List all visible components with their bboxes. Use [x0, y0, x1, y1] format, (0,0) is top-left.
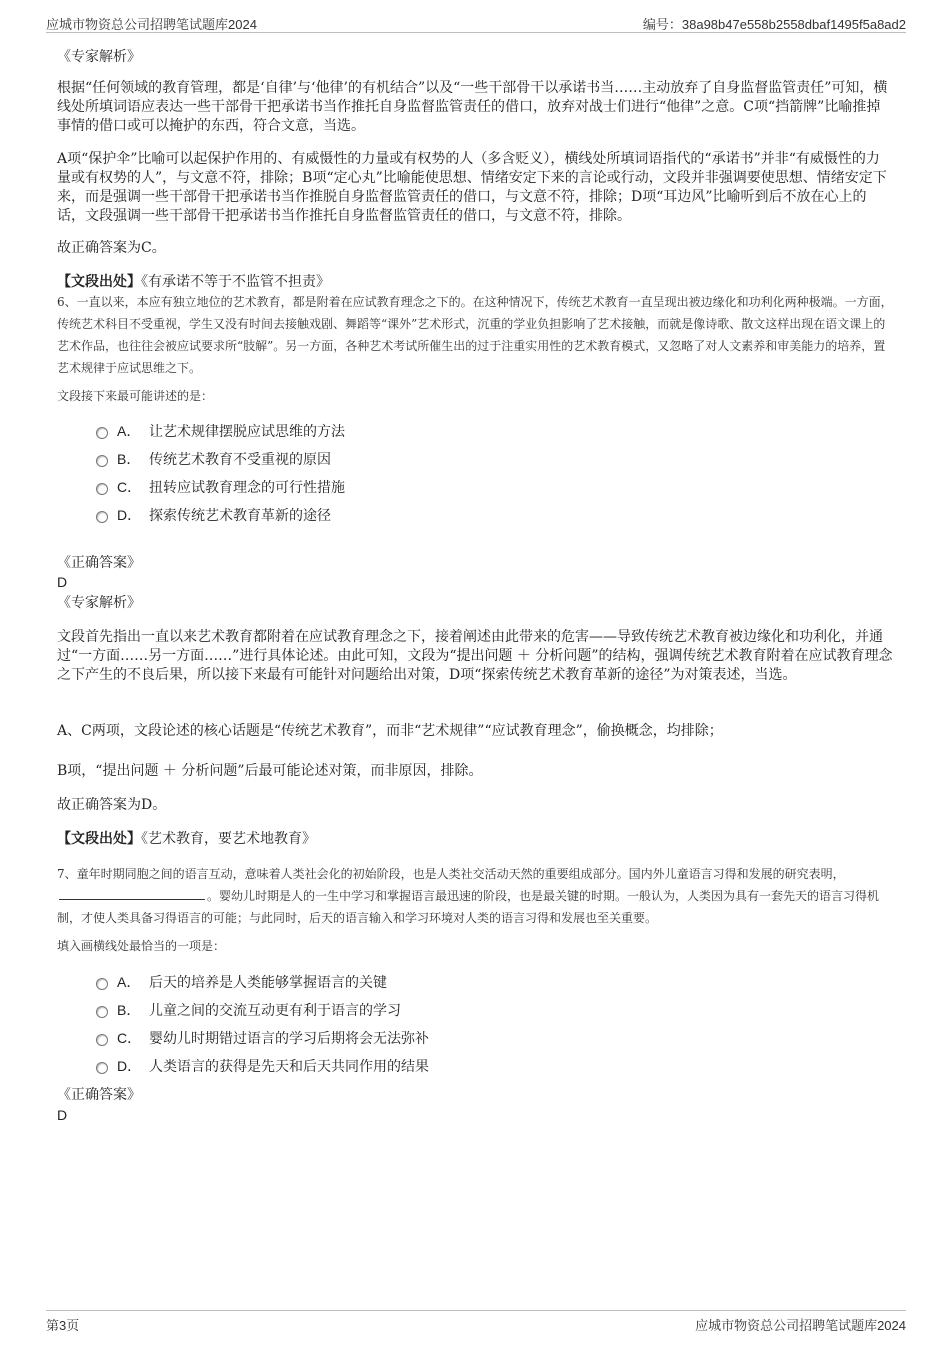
page-footer [46, 1310, 906, 1333]
q7-option-c[interactable] [96, 1025, 796, 1053]
q7-options [96, 969, 796, 1081]
q6-option-a[interactable] [96, 418, 796, 446]
radio-button[interactable] [96, 483, 108, 495]
q7-stem-part1: 7、童年时期同胞之间的语言互动，意味着人类社会化的初始阶段，也是人类社交活动天然的重要组成部分。国内外儿童语言习得和发展的研究表明， [57, 867, 845, 881]
q7-stem-part2: 。婴幼儿时期是人的一生中学习和掌握语言最迅速的阶段，也是最关键的时期。一般认为，人类因为具有一套先天的语言习得机制，才使人类具备习得语言的可能；与此同时，后天的语言输入和学习环境对人类的语言习得和发展也至关重要。 [57, 889, 880, 925]
option-letter: D． [117, 1058, 142, 1074]
q5-source [57, 272, 893, 292]
option-text: 儿童之间的交流互动更有利于语言的学习 [149, 1003, 401, 1019]
option-text: 婴幼儿时期错过语言的学习后期将会无法弥补 [149, 1031, 429, 1047]
q6-analysis-p3: B项，“提出问题 ＋ 分析问题”后最可能论述对策，而非原因，排除。 [57, 763, 483, 779]
q6-source-bracket: 【文段出处】 [57, 831, 141, 847]
q6-options [96, 418, 796, 530]
radio-button[interactable] [96, 1034, 108, 1046]
q6-option-d[interactable] [96, 502, 796, 530]
q7-option-d[interactable] [96, 1053, 796, 1081]
option-text: 让艺术规律摆脱应试思维的方法 [149, 424, 345, 440]
option-letter: B． [117, 451, 141, 467]
header-title: 应城市物资总公司招聘笔试题库2024 [46, 17, 257, 32]
radio-button[interactable] [96, 978, 108, 990]
q6-analysis-p1: 文段首先指出一直以来艺术教育都附着在应试教育理念之下，接着阐述由此带来的危害——导致传统艺术教育被边缘化和功利化，并通过“一方面……另一方面……”进行具体论述。由此可知，文段为“提出问题 ＋ 分析问题”的结构，强调传统艺术教育附着在应试教育理念之下产生的不良后果，所以接下来最有可能针对问题给出对策，D项“探索传统艺术教育革新的途径”为对策表述，当选。 [57, 629, 893, 683]
q6-conclusion: 故正确答案为D。 [57, 797, 167, 813]
q7-answer-label: 《正确答案》 [57, 1087, 141, 1103]
q6-option-c[interactable] [96, 474, 796, 502]
q5-analysis-p1: 根据“任何领域的教育管理，都是‘自律’与‘他律’的有机结合”以及“一些干部骨干以承诺书当……主动放弃了自身监督监管责任”可知，横线处所填词语应表达一些干部骨干把承诺书当作推托自身监督监管责任的借口，放弃对战士们进行“他律”之意。C项“挡箭牌”比喻推掉事情的借口或可以掩护的东西，符合文意，当选。 [57, 80, 888, 134]
q6-source [57, 829, 893, 849]
option-text: 探索传统艺术教育革新的途径 [149, 508, 331, 524]
option-letter: A． [117, 974, 141, 990]
option-letter: A． [117, 423, 141, 439]
radio-button[interactable] [96, 1062, 108, 1074]
header-doc-id: 编号：38a98b47e558b2558dbaf1495f5a8ad2 [642, 17, 906, 32]
option-text: 人类语言的获得是先天和后天共同作用的结果 [149, 1059, 429, 1075]
q7-option-b[interactable] [96, 997, 796, 1025]
q6-answer: D [57, 574, 68, 590]
radio-button[interactable] [96, 511, 108, 523]
answer-blank [59, 887, 205, 900]
q7-prompt: 填入画横线处最恰当的一项是： [57, 939, 226, 953]
q6-analysis-p2: A、C两项，文段论述的核心话题是“传统艺术教育”，而非“艺术规律”“应试教育理念”，偷换概念，均排除； [57, 723, 723, 739]
q5-conclusion: 故正确答案为C。 [57, 240, 166, 256]
q7-option-a[interactable] [96, 969, 796, 997]
page-header [46, 12, 906, 33]
q6-analysis-label: 《专家解析》 [57, 595, 141, 611]
q5-source-title: 《有承诺不等于不监管不担责》 [141, 274, 330, 290]
option-letter: B． [117, 1002, 141, 1018]
radio-button[interactable] [96, 427, 108, 439]
q6-source-title: 《艺术教育，要艺术地教育》 [141, 831, 316, 847]
radio-button[interactable] [96, 455, 108, 467]
q5-analysis-label: 《专家解析》 [57, 49, 141, 65]
option-text: 传统艺术教育不受重视的原因 [149, 452, 331, 468]
option-text: 后天的培养是人类能够掌握语言的关键 [149, 975, 387, 991]
q5-source-bracket: 【文段出处】 [57, 274, 141, 290]
q7-stem [57, 863, 893, 929]
q6-prompt: 文段接下来最可能讲述的是： [57, 389, 214, 403]
q7-answer: D [57, 1107, 68, 1123]
q5-analysis-p2: A项“保护伞”比喻可以起保护作用的、有威慑性的力量或有权势的人（多含贬义），横线处所填词语指代的“承诺书”并非“有威慑性的力量或有权势的人”，与文意不符，排除；B项“定心丸”比喻能使思想、情绪安定下来的言论或行动，文段并非强调要使思想、情绪安定下来，而是强调一些干部骨干把承诺书当作推脱自身监督监管责任的借口，与文意不符，排除；D项“耳边风”比喻听到后不放在心上的话，文段强调一些干部骨干把承诺书当作推托自身监督监管责任的借口，与文意不符，排除。 [57, 151, 887, 224]
radio-button[interactable] [96, 1006, 108, 1018]
q6-answer-label: 《正确答案》 [57, 555, 141, 571]
option-letter: D． [117, 507, 142, 523]
page-number: 第3页 [46, 1318, 80, 1333]
footer-title: 应城市物资总公司招聘笔试题库2024 [695, 1318, 906, 1333]
q6-option-b[interactable] [96, 446, 796, 474]
option-text: 扭转应试教育理念的可行性措施 [149, 480, 345, 496]
option-letter: C． [117, 479, 142, 495]
option-letter: C． [117, 1030, 142, 1046]
q6-stem: 6、一直以来，本应有独立地位的艺术教育，都是附着在应试教育理念之下的。在这种情况下，传统艺术教育一直呈现出被边缘化和功利化两种极端。一方面，传统艺术科目不受重视，学生又没有时间去接触戏剧、舞蹈等“课外”艺术形式，沉重的学业负担影响了艺术接触，而就是像诗歌、散文这样出现在语文课上的艺术作品，也往往会被应试要求所“肢解”。另一方面，各种艺术考试所催生出的过于注重实用性的艺术教育模式，又忽略了对人文素养和审美能力的培养，置艺术规律于应试思维之下。 [57, 295, 893, 375]
